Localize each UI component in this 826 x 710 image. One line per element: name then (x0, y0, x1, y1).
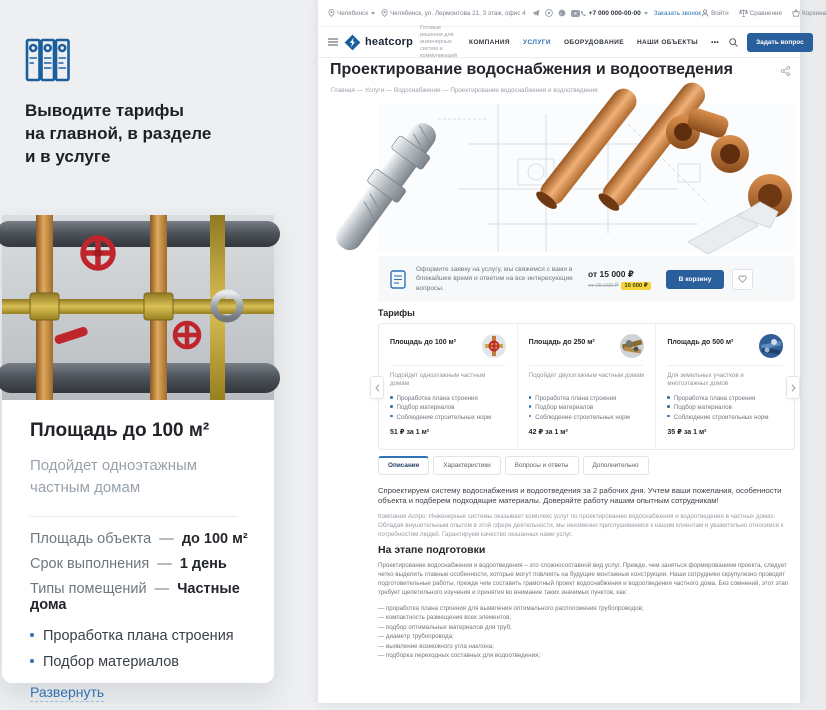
breadcrumb[interactable]: Главная — Услуги — Водоснабжение — Проектирование водоснабжения и водоотведения (331, 87, 598, 94)
tariff-card-250[interactable]: Площадь до 250 м² Подойдет двухэтажным частным домам Проработка плана строения Подбор материалов Соблюдение строительных норм 42 ₽ за 1 м² (517, 324, 656, 449)
tariff-feature-list: Проработка плана строения Подбор материалов Соблюдение строительных норм (667, 394, 783, 422)
tariff-detail-card (2, 215, 274, 700)
document-icon (390, 270, 406, 289)
tariff-price: 51 ₽ за 1 м² (390, 428, 430, 436)
logo-tagline: Готовые решения для инженерных систем и коммуникаций (420, 24, 457, 59)
tariff-feature-list: Проработка плана строения Подбор материалов Соблюдение строительных норм (529, 394, 645, 422)
address: Челябинск, ул. Лермонтова 21, 3 этаж, офис 4 (381, 9, 526, 17)
expand-link[interactable]: Развернуть (30, 684, 105, 700)
slider-next-button[interactable] (786, 376, 800, 399)
website-screenshot (318, 0, 826, 703)
telegram-icon[interactable] (532, 9, 540, 17)
bullet-icon (529, 405, 532, 408)
tariff-thumb-250 (620, 334, 644, 358)
tariff-card-100[interactable]: Площадь до 100 м² Подойдет одноэтажным частным домам Проработка плана строения Подбор материалов Соблюдение строительных норм 51 ₽ за 1 м² (379, 324, 517, 449)
binders-icon (25, 38, 71, 82)
bullet-icon (667, 415, 670, 418)
description-paragraph: Компания Аспро: Инженерные системы оказывает комплекс услуг по проектированию водоснабжения и водоотведения в частных домах. Обладая внушительным опытом в этой сфере деятельности, мы неизменно прислушиваемся к нашим клиентам и уважительно относимся к потребностям людей. Гарантируем качество оказанных нами услуг. (378, 513, 784, 538)
order-strip (378, 256, 795, 302)
price-block (588, 269, 652, 290)
callback-link[interactable]: Заказать звонок (653, 9, 702, 17)
tariff-feature-list: Проработка плана строения Подбор материалов Соблюдение строительных норм (390, 394, 506, 422)
feature-item: Проработка плана строения (30, 628, 248, 644)
tariff-thumb-100 (482, 334, 506, 358)
heatcorp-logo-icon[interactable] (344, 34, 361, 51)
favorite-button[interactable] (732, 269, 753, 290)
card-subtitle: Подойдет одноэтажным частным домам (30, 457, 198, 496)
city-selector[interactable]: Челябинск (328, 9, 375, 17)
viber-icon[interactable] (545, 9, 553, 17)
price: от 15 000 ₽ (588, 268, 634, 279)
divider (30, 516, 238, 517)
stage-paragraph: Проектирование водоснабжения и водоотведения – это сложносоставной вид услуг. Прежде, чем заняться формированием проекта, следует четко выделить главные особенности, которые могут повлиять на будущие монтажные конструкции. Наши сотрудники скрупулезно проводят подготовительные работы, прежде чем составить грамотный проект водоснабжения и водоотведения частного дома. Без сомнений, этот этап требует щепетильного изучения и принятия во внимание таких значимых пунктов, как: (378, 562, 789, 596)
ask-question-button[interactable]: Задать вопрос (747, 33, 813, 52)
menu-item-equipment[interactable]: ОБОРУДОВАНИЕ (563, 38, 624, 46)
tariff-thumb-500 (759, 334, 783, 358)
old-price: от 25 000 ₽ (588, 282, 619, 289)
search-icon[interactable] (729, 38, 738, 47)
feature-item: Подбор материалов (30, 654, 248, 670)
divider (390, 365, 506, 366)
feature-list (30, 628, 248, 670)
tabs (378, 456, 649, 475)
order-text: Оформите заявку на услугу, мы свяжемся с вами в ближайшее время и ответим на все интересующие вопросы. (416, 266, 573, 292)
heart-icon (738, 275, 747, 283)
tab-characteristics[interactable]: Характеристики (433, 456, 500, 475)
pin-icon (381, 9, 388, 17)
bullet-icon (390, 415, 393, 418)
hero-image (378, 104, 795, 252)
discount-badge: 10 000 ₽ (621, 282, 650, 290)
tab-additional[interactable]: Дополнительно (583, 456, 649, 475)
spec-area: Площадь объекта — до 100 м² (30, 531, 248, 547)
description-intro: Спроектируем систему водоснабжения и водоотведения за 2 рабочих дня. Учтем ваши пожелания, особенности объекта и подберем подходящие материалы. Доверяйте работу нашим опытным сотрудникам! (378, 486, 782, 506)
tariffs-heading: Тарифы (378, 308, 415, 318)
user-icon (701, 9, 709, 17)
divider (667, 365, 783, 366)
tariff-price: 35 ₽ за 1 м² (667, 428, 707, 436)
menu-item-services[interactable]: УСЛУГИ (523, 38, 551, 46)
compare-button[interactable]: Сравнение (739, 9, 782, 17)
cart-button[interactable]: Корзина (792, 9, 826, 17)
promo-heading: Выводите тарифы на главной, в разделе и в услуге (25, 101, 212, 166)
menu-item-more[interactable]: ••• (711, 38, 720, 46)
topbar (318, 0, 826, 27)
youtube-icon[interactable] (571, 10, 580, 17)
basket-icon (792, 9, 800, 17)
chevron-down-icon (371, 12, 375, 15)
bullet-icon (30, 633, 34, 637)
chevron-right-icon (791, 384, 796, 392)
bullet-icon (390, 396, 393, 399)
phone-icon (580, 10, 587, 17)
logo-text[interactable]: heatcorp (365, 36, 414, 48)
add-to-cart-button[interactable]: В корзину (666, 270, 724, 289)
bullet-icon (667, 405, 670, 408)
divider (529, 365, 645, 366)
bullet-icon (529, 415, 532, 418)
card-title: Площадь до 100 м² (30, 420, 210, 441)
tab-description[interactable]: Описание (378, 456, 429, 475)
page-title: Проектирование водоснабжения и водоотведения (330, 61, 733, 78)
bullet-icon (390, 405, 393, 408)
bullet-icon (30, 659, 34, 663)
slider-prev-button[interactable] (370, 376, 384, 399)
chevron-left-icon (375, 384, 380, 392)
menu-item-objects[interactable]: НАШИ ОБЪЕКТЫ (636, 38, 699, 46)
stage-list: — проработка плана строения для выявления оптимального расположения трубопроводов; — компактность размещения всех элементов; — подбор оптимальных материалов для труб; — диаметр трубопровода; — выявление возможного угла наклона; — подборка переходных составных для водоотведения; (378, 605, 644, 660)
phone-number[interactable]: +7 000 000-00-00 (580, 10, 648, 17)
tab-questions[interactable]: Вопросы и ответы (505, 456, 579, 475)
scales-icon (739, 9, 748, 17)
main-menu (469, 39, 719, 46)
chevron-down-icon (644, 12, 648, 15)
spec-duration: Срок выполнения — 1 день (30, 556, 227, 572)
pipes-photo (2, 215, 274, 400)
tariff-price: 42 ₽ за 1 м² (528, 428, 568, 436)
bullet-icon (529, 396, 532, 399)
menu-item-company[interactable]: КОМПАНИЯ (468, 38, 510, 46)
pin-icon (328, 9, 335, 17)
tariffs-slider (378, 323, 795, 450)
whatsapp-icon[interactable] (558, 9, 566, 17)
bullet-icon (667, 396, 670, 399)
hamburger-icon[interactable] (328, 38, 338, 46)
spec-building-type: Типы помещений — Частные дома (30, 581, 240, 613)
login-button[interactable]: Войти (701, 9, 729, 17)
share-icon[interactable] (781, 66, 790, 76)
navbar (318, 24, 804, 59)
stage-heading: На этапе подготовки (378, 544, 486, 556)
tariff-card-500[interactable]: Площадь до 500 м² Для земельных участков и многоэтажных домов Проработка плана строения Подбор материалов Соблюдение строительных норм 35 ₽ за 1 м² (655, 324, 794, 449)
